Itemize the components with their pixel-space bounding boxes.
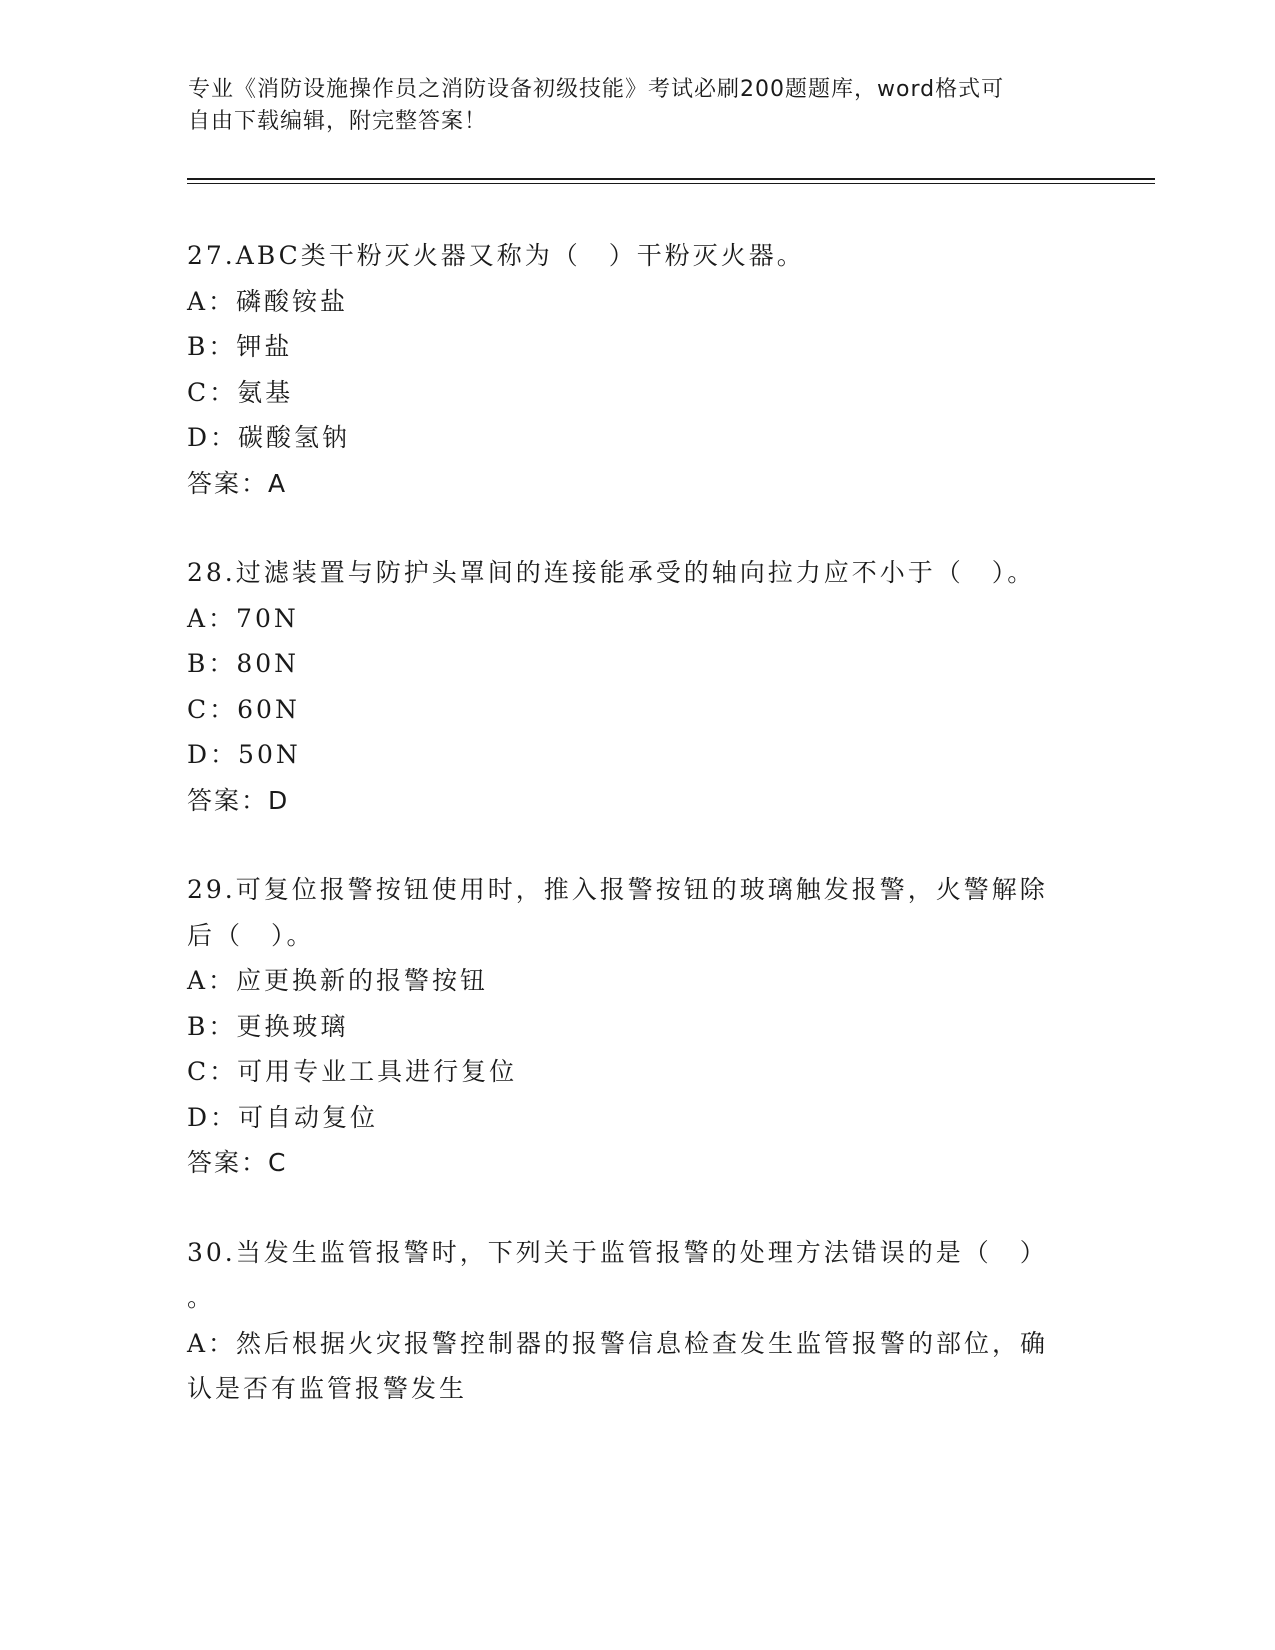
option-c: C：氨基: [187, 377, 294, 407]
question-stem: 27.ABC类干粉灭火器又称为（ ）干粉灭火器。: [187, 241, 805, 270]
question-28: [187, 550, 1087, 823]
option-d: D：碳酸氢钠: [187, 423, 351, 452]
document-header: [188, 74, 1068, 138]
option-a: A：然后根据火灾报警控制器的报警信息检查发生监管报警的部位，确: [187, 1328, 1049, 1358]
answer-line: 答案：D: [187, 785, 290, 815]
option-a: A：应更换新的报警按钮: [187, 966, 489, 995]
option-a: A：70N: [187, 603, 299, 633]
question-stem: 30.当发生监管报警时，下列关于监管报警的处理方法错误的是（ ）: [187, 1237, 1048, 1267]
question-stem-continued: 后（ ）。: [187, 920, 315, 950]
header-line-2: 自由下载编辑，附完整答案！: [188, 109, 488, 134]
option-a-continued: 认是否有监管报警发生: [187, 1374, 468, 1403]
question-30: [187, 1230, 1087, 1412]
header-divider-thin: [187, 183, 1155, 184]
option-d: D：50N: [187, 740, 301, 769]
question-stem: 28.过滤装置与防护头罩间的连接能承受的轴向拉力应不小于（ ）。: [187, 558, 1036, 587]
option-d: D：可自动复位: [187, 1102, 379, 1132]
question-27: [187, 233, 1087, 506]
option-c: C：60N: [187, 694, 300, 724]
header-divider: [187, 178, 1155, 180]
question-stem-continued: 。: [187, 1283, 216, 1312]
option-b: B：更换玻璃: [187, 1011, 349, 1041]
header-line-1: 专业《消防设施操作员之消防设备初级技能》考试必刷200题题库，word格式可: [188, 77, 1005, 102]
option-c: C：可用专业工具进行复位: [187, 1057, 518, 1086]
option-b: B：80N: [187, 649, 300, 678]
question-list: [187, 233, 1087, 1456]
answer-line: 答案：A: [187, 468, 288, 498]
answer-line: 答案：C: [187, 1148, 288, 1177]
option-b: B：钾盐: [187, 332, 293, 361]
question-stem: 29.可复位报警按钮使用时，推入报警按钮的玻璃触发报警，火警解除: [187, 875, 1048, 904]
option-a: A：磷酸铵盐: [187, 286, 349, 316]
question-29: [187, 867, 1087, 1186]
